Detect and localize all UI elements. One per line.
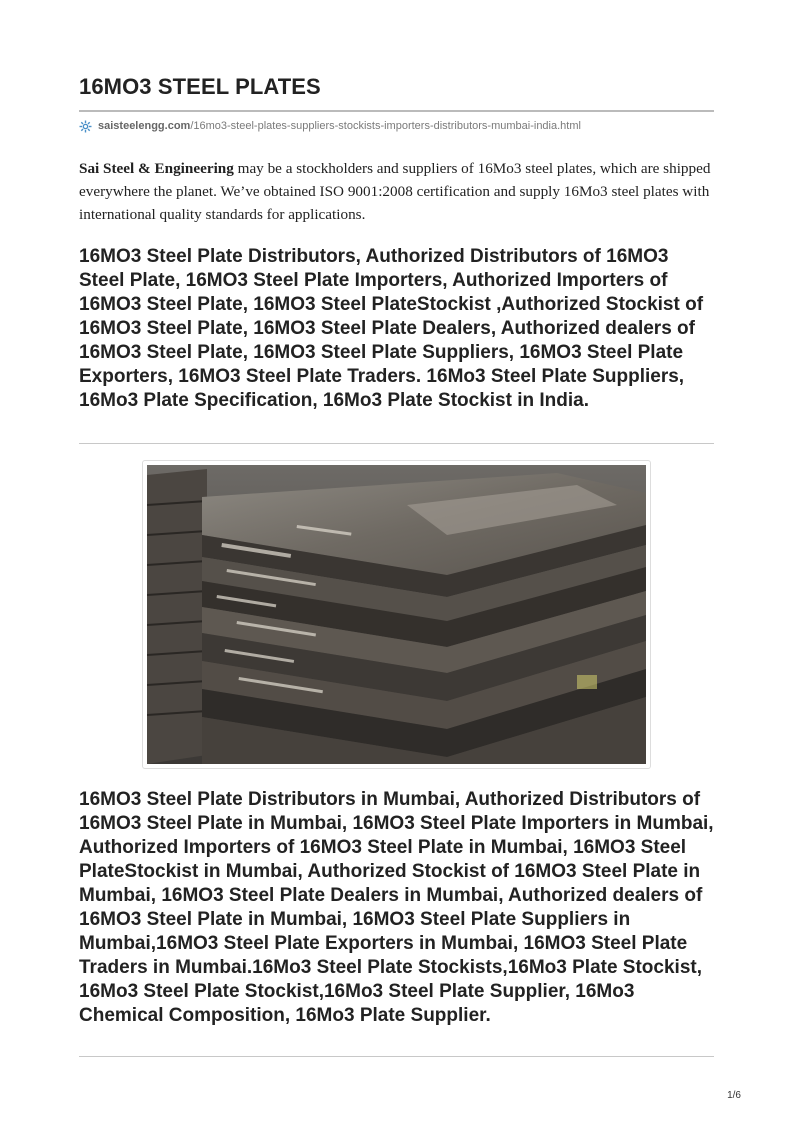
section-divider-bottom [79,1056,714,1057]
section-heading-india: 16MO3 Steel Plate Distributors, Authorized Distributors of 16MO3 Steel Plate, 16MO3 Steel Plate Importers, Authorized Importers of 16MO3 Steel Plate, 16MO3 Steel PlateStockist ,Authorized Stockist of 16MO3 Steel Plate, 16MO3 Steel Plate Dealers, Authorized dealers of 16MO3 Steel Plate, 16MO3 Steel Plate Suppliers, 16MO3 Steel Plate Exporters, 16MO3 Steel Plate Traders. 16Mo3 Steel Plate Suppliers, 16Mo3 Plate Specification, 16Mo3 Plate Stockist in India. [79,246,704,411]
intro-paragraph [79,157,714,226]
steel-plates-photo [142,460,651,769]
gear-icon [79,120,92,133]
steel-plates-image [147,465,646,764]
page-title: 16MO3 STEEL PLATES [79,74,321,99]
company-name: Sai Steel & Engineering [79,160,234,177]
source-path[interactable]: /16mo3-steel-plates-suppliers-stockists-importers-distributors-mumbai-india.html [190,120,581,132]
page-number: 1/6 [727,1090,741,1101]
title-divider [79,110,714,112]
section-divider [79,443,714,444]
intro-text: may be a stockholders and suppliers of 16Mo3 steel plates, which are shipped everywhere the planet. We’ve obtained ISO 9001:2008 certification and supply 16Mo3 steel plates with international quality standards for applications. [79,160,711,223]
section-heading-mumbai: 16MO3 Steel Plate Distributors in Mumbai, Authorized Distributors of 16MO3 Steel Plate in Mumbai, 16MO3 Steel Plate Importers in Mumbai, Authorized Importers of 16MO3 Steel Plate in Mumbai, 16MO3 Steel PlateStockist in Mumbai, Authorized Stockist of 16MO3 Steel Plate in Mumbai, 16MO3 Steel Plate Dealers in Mumbai, Authorized dealers of 16MO3 Steel Plate in Mumbai, 16MO3 Steel Plate Suppliers in Mumbai,16MO3 Steel Plate Exporters in Mumbai, 16MO3 Steel Plate Traders in Mumbai.16Mo3 Steel Plate Stockists,16Mo3 Plate Stockist, 16Mo3 Steel Plate Stockist,16Mo3 Steel Plate Supplier, 16Mo3 Chemical Composition, 16Mo3 Plate Supplier. [79,789,714,1026]
source-url[interactable] [79,119,581,133]
source-domain[interactable]: saisteelengg.com [98,120,191,132]
